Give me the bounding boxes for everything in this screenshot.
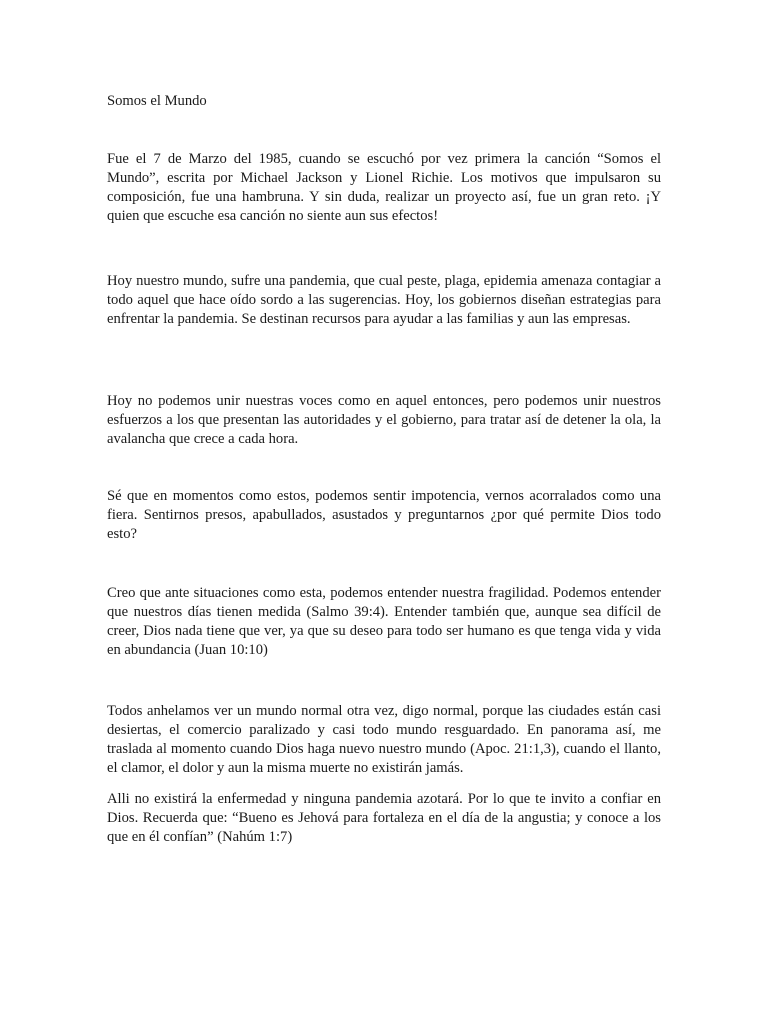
paragraph-3: Hoy no podemos unir nuestras voces como en aquel entonces, pero podemos unir nuestros esfuerzos a los que presentan las autoridades y el gobierno, para tratar así de detener la ola, la avalancha que crece a cada hora. bbox=[107, 393, 661, 447]
paragraph-7: Alli no existirá la enfermedad y ninguna pandemia azotará. Por lo que te invito a confiar en Dios. Recuerda que: “Bueno es Jehová para fortaleza en el día de la angustia; y conoce a los que en él confían” (Nahúm 1:7) bbox=[107, 791, 661, 845]
paragraph-6: Todos anhelamos ver un mundo normal otra vez, digo normal, porque las ciudades están casi desiertas, el comercio paralizado y casi todo mundo resguardado. En panorama así, me traslada al momento cuando Dios haga nuevo nuestro mundo (Apoc. 21:1,3), cuando el llanto, el clamor, el dolor y aun la misma muerte no existirán jamás. bbox=[107, 703, 661, 776]
paragraph-5: Creo que ante situaciones como esta, podemos entender nuestra fragilidad. Podemos entender que nuestros días tienen medida (Salmo 39:4). Entender también que, aunque sea difícil de creer, Dios nada tiene que ver, ya que su deseo para todo ser humano es que tenga vida y vida en abundancia (Juan 10:10) bbox=[107, 585, 661, 658]
paragraph-1: Fue el 7 de Marzo del 1985, cuando se escuchó por vez primera la canción “Somos el Mundo”, escrita por Michael Jackson y Lionel Richie. Los motivos que impulsaron su composición, fue una hambruna. Y sin duda, realizar un proyecto así, fue un gran reto. ¡Y quien que escuche esa canción no siente aun sus efectos! bbox=[107, 151, 661, 224]
paragraph-2: Hoy nuestro mundo, sufre una pandemia, que cual peste, plaga, epidemia amenaza contagiar a todo aquel que hace oído sordo a las sugerencias. Hoy, los gobiernos diseñan estrategias para enfrentar la pandemia. Se destinan recursos para ayudar a las familias y aun las empresas. bbox=[107, 273, 661, 327]
paragraph-4: Sé que en momentos como estos, podemos sentir impotencia, vernos acorralados como una fiera. Sentirnos presos, apabullados, asustados y preguntarnos ¿por qué permite Dios todo esto? bbox=[107, 488, 661, 542]
document-title: Somos el Mundo bbox=[107, 93, 207, 109]
